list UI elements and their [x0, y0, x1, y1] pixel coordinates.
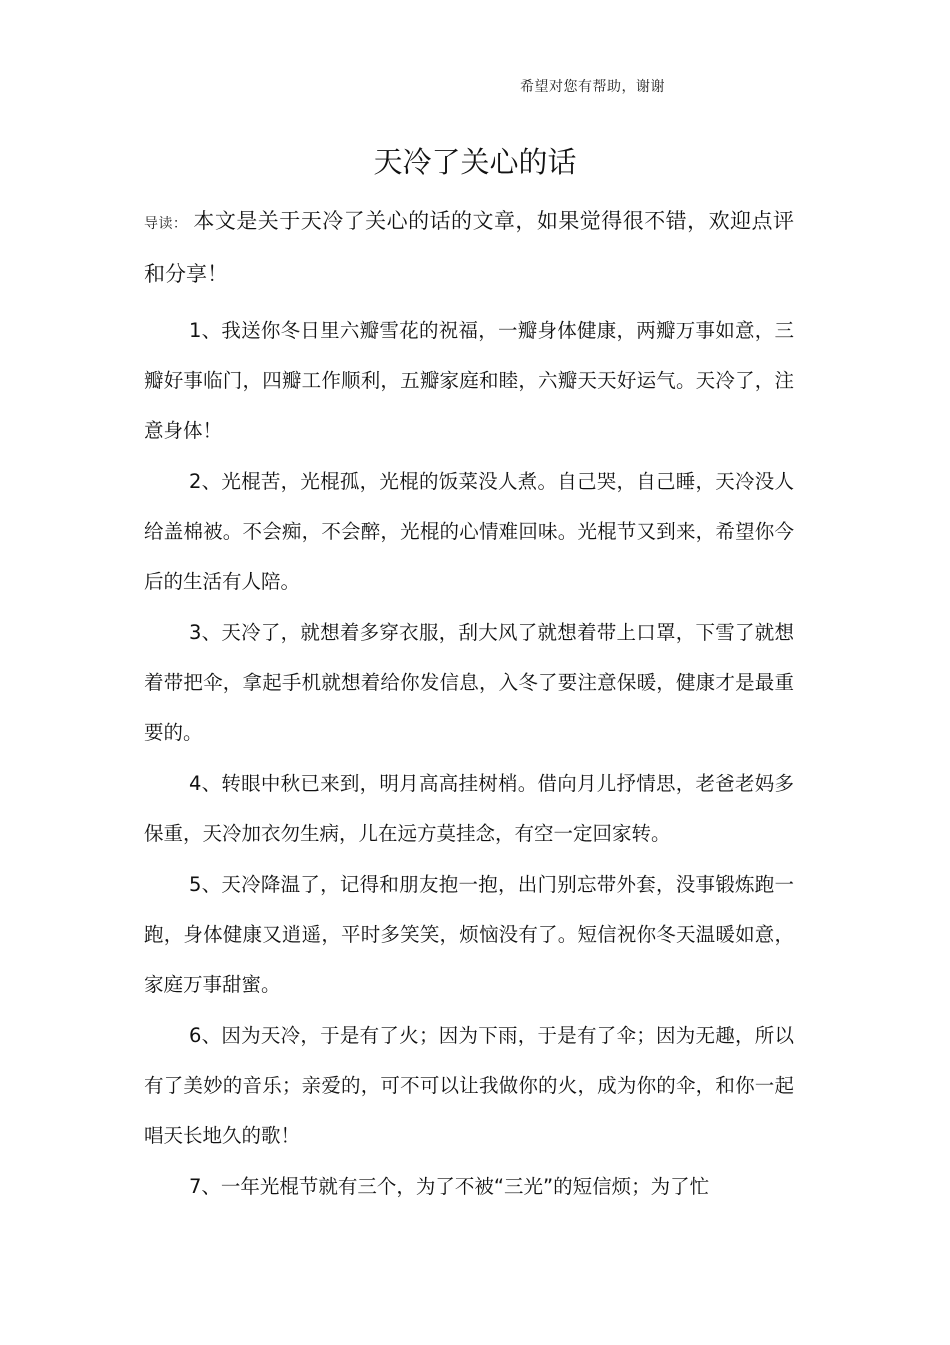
paragraph-6: 6、因为天冷，于是有了火；因为下雨，于是有了伞；因为无趣，所以有了美妙的音乐；亲爱的，可不可以让我做你的火，成为你的伞，和你一起唱天长地久的歌！ [144, 1024, 794, 1147]
page-title: 天冷了关心的话 [373, 145, 577, 179]
paragraph-4: 4、转眼中秋已来到，明月高高挂树梢。借向月儿抒情思，老爸老妈多保重，天冷加衣勿生病，儿在远方莫挂念，有空一定回家转。 [144, 772, 794, 845]
header-note: 希望对您有帮助，谢谢 [520, 79, 665, 95]
paragraph-5: 5、天冷降温了，记得和朋友抱一抱，出门别忘带外套，没事锻炼跑一跑，身体健康又逍遥，平时多笑笑，烦恼没有了。短信祝你冬天温暖如意，家庭万事甜蜜。 [144, 873, 794, 996]
intro-text: 本文是关于天冷了关心的话的文章，如果觉得很不错，欢迎点评和分享！ [144, 209, 795, 286]
intro-label: 导读： [144, 216, 188, 232]
paragraph-7: 7、一年光棍节就有三个，为了不被“三光”的短信烦；为了忙 [189, 1175, 710, 1198]
paragraph-3: 3、天冷了，就想着多穿衣服，刮大风了就想着带上口罩，下雪了就想着带把伞，拿起手机就想着给你发信息，入冬了要注意保暖，健康才是最重要的。 [144, 621, 794, 744]
intro-paragraph [144, 196, 794, 299]
article-body [144, 196, 794, 1213]
paragraph-1: 1、我送你冬日里六瓣雪花的祝福，一瓣身体健康，两瓣万事如意，三瓣好事临门，四瓣工作顺利，五瓣家庭和睦，六瓣天天好运气。天冷了，注意身体！ [144, 319, 794, 442]
paragraph-2: 2、光棍苦，光棍孤，光棍的饭菜没人煮。自己哭，自己睡，天冷没人给盖棉被。不会痴，不会醉，光棍的心情难回味。光棍节又到来，希望你今后的生活有人陪。 [144, 470, 794, 593]
